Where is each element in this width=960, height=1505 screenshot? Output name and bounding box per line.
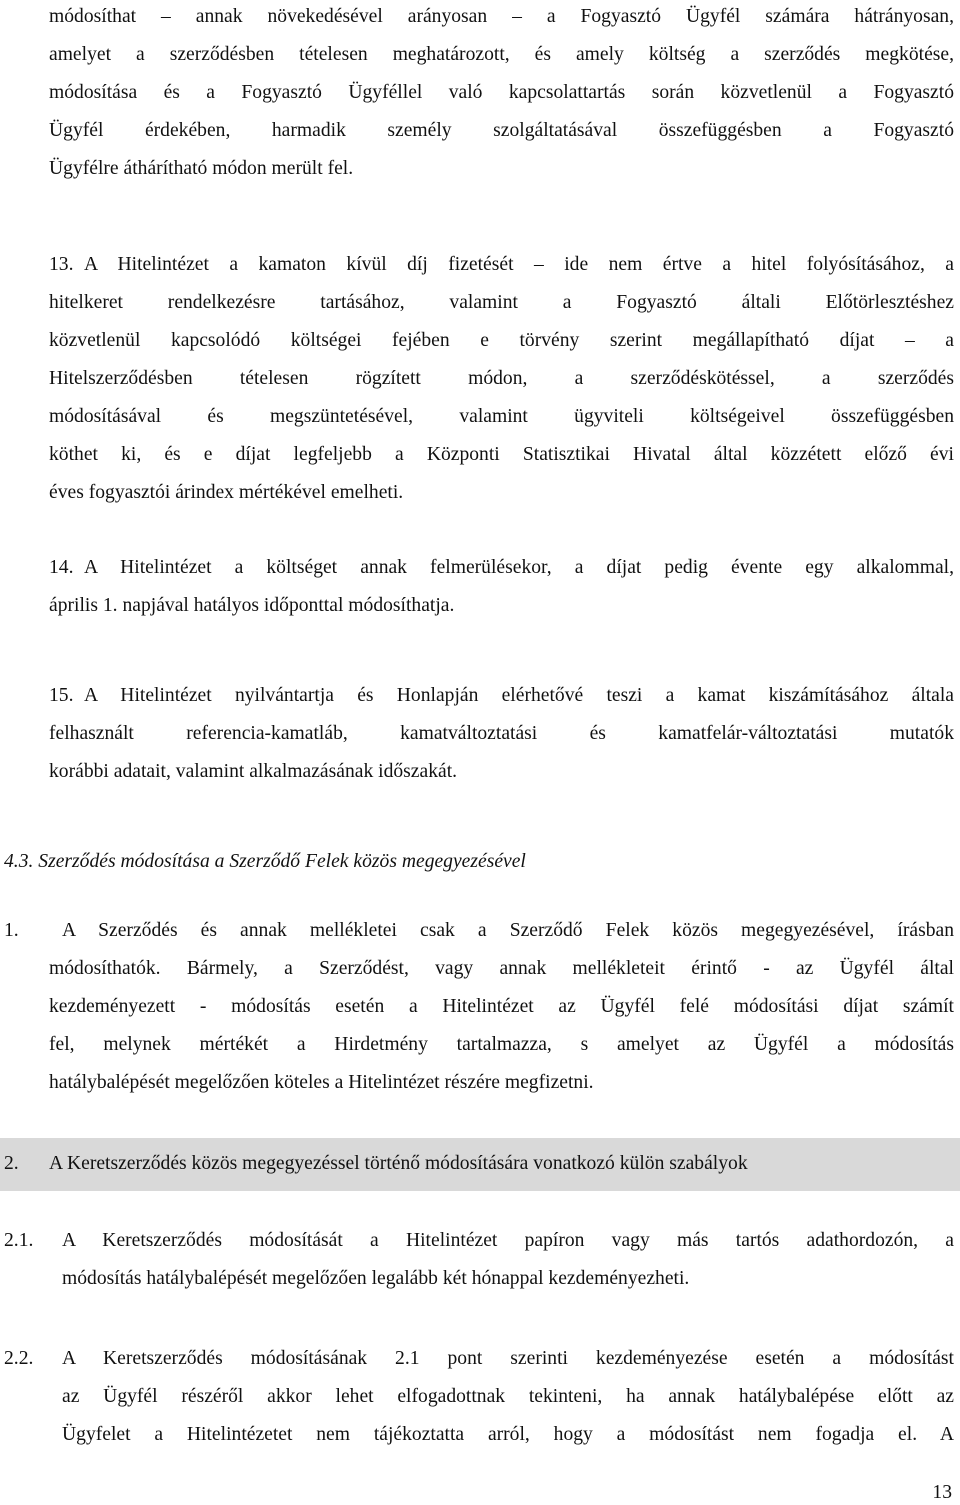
page-number: 13 [932, 1482, 952, 1503]
item-13-line-7: éves fogyasztói árindex mértékével emelheti. [49, 482, 404, 503]
item-15-line-2: felhasznált referencia-kamatláb, kamatváltoztatási és kamatfelár-változtatási mutatók [49, 723, 954, 744]
p2-number: 2. [4, 1153, 19, 1174]
item-13-line-3: közvetlenül kapcsolódó költségei fejében e törvény szerint megállapítható díjat – a [49, 330, 954, 351]
item-13-line-4: Hitelszerződésben tételesen rögzített módon, a szerződéskötéssel, a szerződés [49, 368, 954, 389]
p1-line-2: módosíthatók. Bármely, a Szerződést, vagy annak mellékleteit érintő - az Ügyfél által [49, 958, 954, 979]
p22-number: 2.2. [4, 1348, 34, 1369]
p1-line-3: kezdeményezett - módosítás esetén a Hitelintézet az Ügyfél felé módosítási díjat számít [49, 996, 954, 1017]
p21-line-1: A Keretszerződés módosítását a Hitelintézet papíron vagy más tartós adathordozón, a [62, 1230, 954, 1251]
p22-line-1: A Keretszerződés módosításának 2.1 pont szerinti kezdeményezése esetén a módosítást [62, 1348, 954, 1369]
p21-number: 2.1. [4, 1230, 34, 1251]
intro-line-3: módosítása és a Fogyasztó Ügyféllel való kapcsolattartás során közvetlenül a Fogyasztó [49, 82, 954, 103]
item-14-line-1: A Hitelintézet a költséget annak felmerülésekor, a díjat pedig évente egy alkalommal, [84, 557, 954, 578]
p1-line-4: fel, melynek mértékét a Hirdetmény tartalmazza, s amelyet az Ügyfél a módosítás [49, 1034, 954, 1055]
item-15-line-1: A Hitelintézet nyilvántartja és Honlapján elérhetővé teszi a kamat kiszámításához általa [84, 685, 954, 706]
item-13-line-1: A Hitelintézet a kamaton kívül díj fizetését – ide nem értve a hitel folyósításához, a [84, 254, 954, 275]
p1-number: 1. [4, 920, 19, 941]
item-13-line-2: hitelkeret rendelkezésre tartásához, valamint a Fogyasztó általi Előtörlesztéshez [49, 292, 954, 313]
item-13-number: 13. [49, 254, 74, 275]
section-title: Szerződés módosítása a Szerződő Felek közös megegyezésével [38, 851, 526, 872]
p22-line-2: az Ügyfél részéről akkor lehet elfogadottnak tekinteni, ha annak hatálybalépése előtt az [62, 1386, 954, 1407]
item-13-line-5: módosításával és megszüntetésével, valamint ügyviteli költségeivel összefüggésben [49, 406, 954, 427]
p2-text: A Keretszerződés közös megegyezéssel történő módosítására vonatkozó külön szabályok [49, 1153, 748, 1174]
intro-line-5: Ügyfélre áthárítható módon merült fel. [49, 158, 354, 179]
item-14-number: 14. [49, 557, 74, 578]
item-13-line-6: köthet ki, és e díjat legfeljebb a Központi Statisztikai Hivatal által közzétett előző évi [49, 444, 954, 465]
section-number: 4.3. [4, 851, 34, 872]
p22-line-3: Ügyfelet a Hitelintézetet nem tájékoztatta arról, hogy a módosítást nem fogadja el. A [62, 1424, 954, 1445]
intro-line-2: amelyet a szerződésben tételesen meghatározott, és amely költség a szerződés megkötése, [49, 44, 954, 65]
intro-line-1: módosíthat – annak növekedésével arányosan – a Fogyasztó Ügyfél számára hátrányosan, [49, 6, 954, 27]
p1-line-5: hatálybalépését megelőzően köteles a Hitelintézet részére megfizetni. [49, 1072, 594, 1093]
section-heading [4, 850, 526, 874]
item-15-number: 15. [49, 685, 74, 706]
intro-line-4: Ügyfél érdekében, harmadik személy szolgáltatásával összefüggésben a Fogyasztó [49, 120, 954, 141]
p21-line-2: módosítás hatálybalépését megelőzően legalább két hónappal kezdeményezheti. [62, 1268, 690, 1289]
p1-line-1: A Szerződés és annak mellékletei csak a Szerződő Felek közös megegyezésével, írásban [62, 920, 954, 941]
item-15-line-3: korábbi adatait, valamint alkalmazásának időszakát. [49, 761, 458, 782]
item-14-line-2: április 1. napjával hatályos időponttal módosíthatja. [49, 595, 455, 616]
